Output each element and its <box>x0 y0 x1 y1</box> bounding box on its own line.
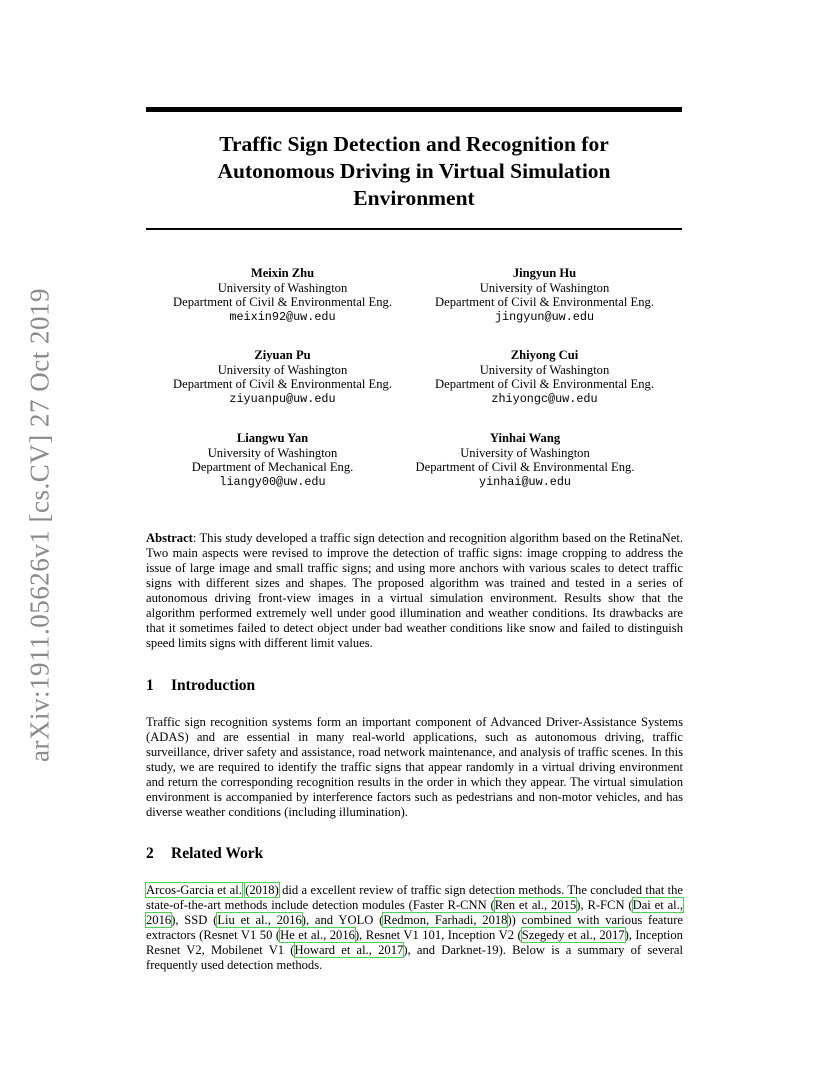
author-department: Department of Civil & Environmental Eng. <box>173 295 392 310</box>
abstract <box>146 531 683 651</box>
author-affiliation: University of Washington <box>460 445 590 460</box>
author-affiliation: University of Washington <box>479 280 610 295</box>
citation-link[interactable]: Dai et al., 2016 <box>146 898 683 927</box>
author-affiliation: University of Washington <box>479 362 610 377</box>
related-work-paragraph <box>146 883 683 973</box>
text-run: ), and Darknet-19). Below is a summary of several frequently used detection methods. <box>146 943 683 972</box>
author-name: Meixin Zhu <box>250 266 315 280</box>
citation-link[interactable]: Ren et al., 2015 <box>494 898 577 912</box>
author-email[interactable]: zhiyongc@uw.edu <box>491 391 598 406</box>
author-name: Zhiyong Cui <box>510 348 579 362</box>
citation-link[interactable]: Szegedy et al., 2017 <box>521 928 625 942</box>
author-email[interactable]: liangy00@uw.edu <box>219 474 326 489</box>
citation-link[interactable]: Redmon, Farhadi, 2018 <box>383 913 508 927</box>
citation-link[interactable]: (2018) <box>245 883 279 897</box>
author-name: Jingyun Hu <box>512 266 577 280</box>
section-heading-related-work <box>146 845 263 863</box>
author-name: Ziyuan Pu <box>254 348 311 362</box>
author-block-1 <box>160 266 405 324</box>
author-department: Department of Civil & Environmental Eng. <box>415 460 635 475</box>
text-run: ), Inception Resnet V2, Mobilenet V1 ( <box>146 928 683 957</box>
author-email[interactable]: jingyun@uw.edu <box>494 309 595 324</box>
title-rule-top <box>146 107 682 112</box>
abstract-text: : This study developed a traffic sign detection and recognition algorithm based on the RetinaNet. Two main aspects were revised to improve the detection of traffic signs: image cropping to address the issue of large image and small traffic signs; and using more anchors with various scales to detect traffic signs with different sizes and shapes. The proposed algorithm was trained and tested in a series of autonomous driving front-view images in a virtual simulation environment. Results show that the algorithm performed extremely well under good illumination and weather conditions. Its drawbacks are that it sometimes failed to detect object under bad weather conditions like snow and failed to distinguish speed limits signs with different limit values. <box>146 531 683 650</box>
introduction-paragraph: Traffic sign recognition systems form an important component of Advanced Driver-Assistance Systems (ADAS) and are essential in many real-world applications, such as autonomous driving, traffic surveillance, driver safety and assistance, road network maintenance, and analysis of traffic scenes. In this study, we are required to identify the traffic signs that appear randomly in a virtual driving environment and return the corresponding recognition results in the order in which they appear. The virtual simulation environment is accompanied by interference factors such as pedestrians and non-motor vehicles, and has diverse weather conditions (including illumination). <box>146 715 683 819</box>
text-run: ), and YOLO ( <box>301 913 384 927</box>
author-department: Department of Civil & Environmental Eng. <box>173 377 392 392</box>
text-run: ), Resnet V1 101, Inception V2 ( <box>354 928 522 942</box>
author-block-6 <box>400 431 650 489</box>
section-number: 2 <box>146 845 154 862</box>
author-email[interactable]: ziyuanpu@uw.edu <box>229 391 336 406</box>
author-department: Department of Mechanical Eng. <box>191 460 354 475</box>
section-heading-introduction <box>146 677 255 695</box>
section-title: Related Work <box>171 845 264 862</box>
section-number: 1 <box>146 677 154 694</box>
author-block-2 <box>422 266 667 324</box>
title-line-3: Environment <box>353 186 475 210</box>
author-block-4 <box>422 348 667 406</box>
author-email[interactable]: meixin92@uw.edu <box>229 309 336 324</box>
text-run: did a excellent review of traffic sign detection methods. The concluded that the state-of-the-art methods include detection modules (Faster R-CNN ( <box>146 883 683 912</box>
title-line-1: Traffic Sign Detection and Recognition for <box>219 132 609 156</box>
paper-title <box>146 131 682 212</box>
author-affiliation: University of Washington <box>217 280 348 295</box>
text-run: )) combined with various feature extractors (Resnet V1 50 ( <box>146 913 683 942</box>
author-department: Department of Civil & Environmental Eng. <box>435 295 654 310</box>
text-run: ), SSD ( <box>171 913 218 927</box>
text-run: ), R-FCN ( <box>576 898 633 912</box>
title-line-2: Autonomous Driving in Virtual Simulation <box>217 159 611 183</box>
citation-link[interactable]: Arcos-Garcia et al. <box>146 883 242 897</box>
author-department: Department of Civil & Environmental Eng. <box>435 377 654 392</box>
author-name: Liangwu Yan <box>236 431 309 445</box>
section-title: Introduction <box>171 677 256 694</box>
author-email[interactable]: yinhai@uw.edu <box>478 474 572 489</box>
arxiv-sidebar-stamp <box>22 290 58 760</box>
author-affiliation: University of Washington <box>217 362 348 377</box>
citation-link[interactable]: Howard et al., 2017 <box>294 943 404 957</box>
abstract-heading: Abstract <box>146 531 193 545</box>
title-rule-bottom <box>146 228 682 230</box>
author-block-3 <box>160 348 405 406</box>
citation-link[interactable]: Liu et al., 2016 <box>217 913 302 927</box>
author-block-5 <box>170 431 375 489</box>
author-affiliation: University of Washington <box>207 445 338 460</box>
arxiv-id: arXiv:1911.05626v1 [cs.CV] 27 Oct 2019 <box>24 288 55 762</box>
citation-link[interactable]: He et al., 2016 <box>280 928 355 942</box>
author-name: Yinhai Wang <box>489 431 561 445</box>
